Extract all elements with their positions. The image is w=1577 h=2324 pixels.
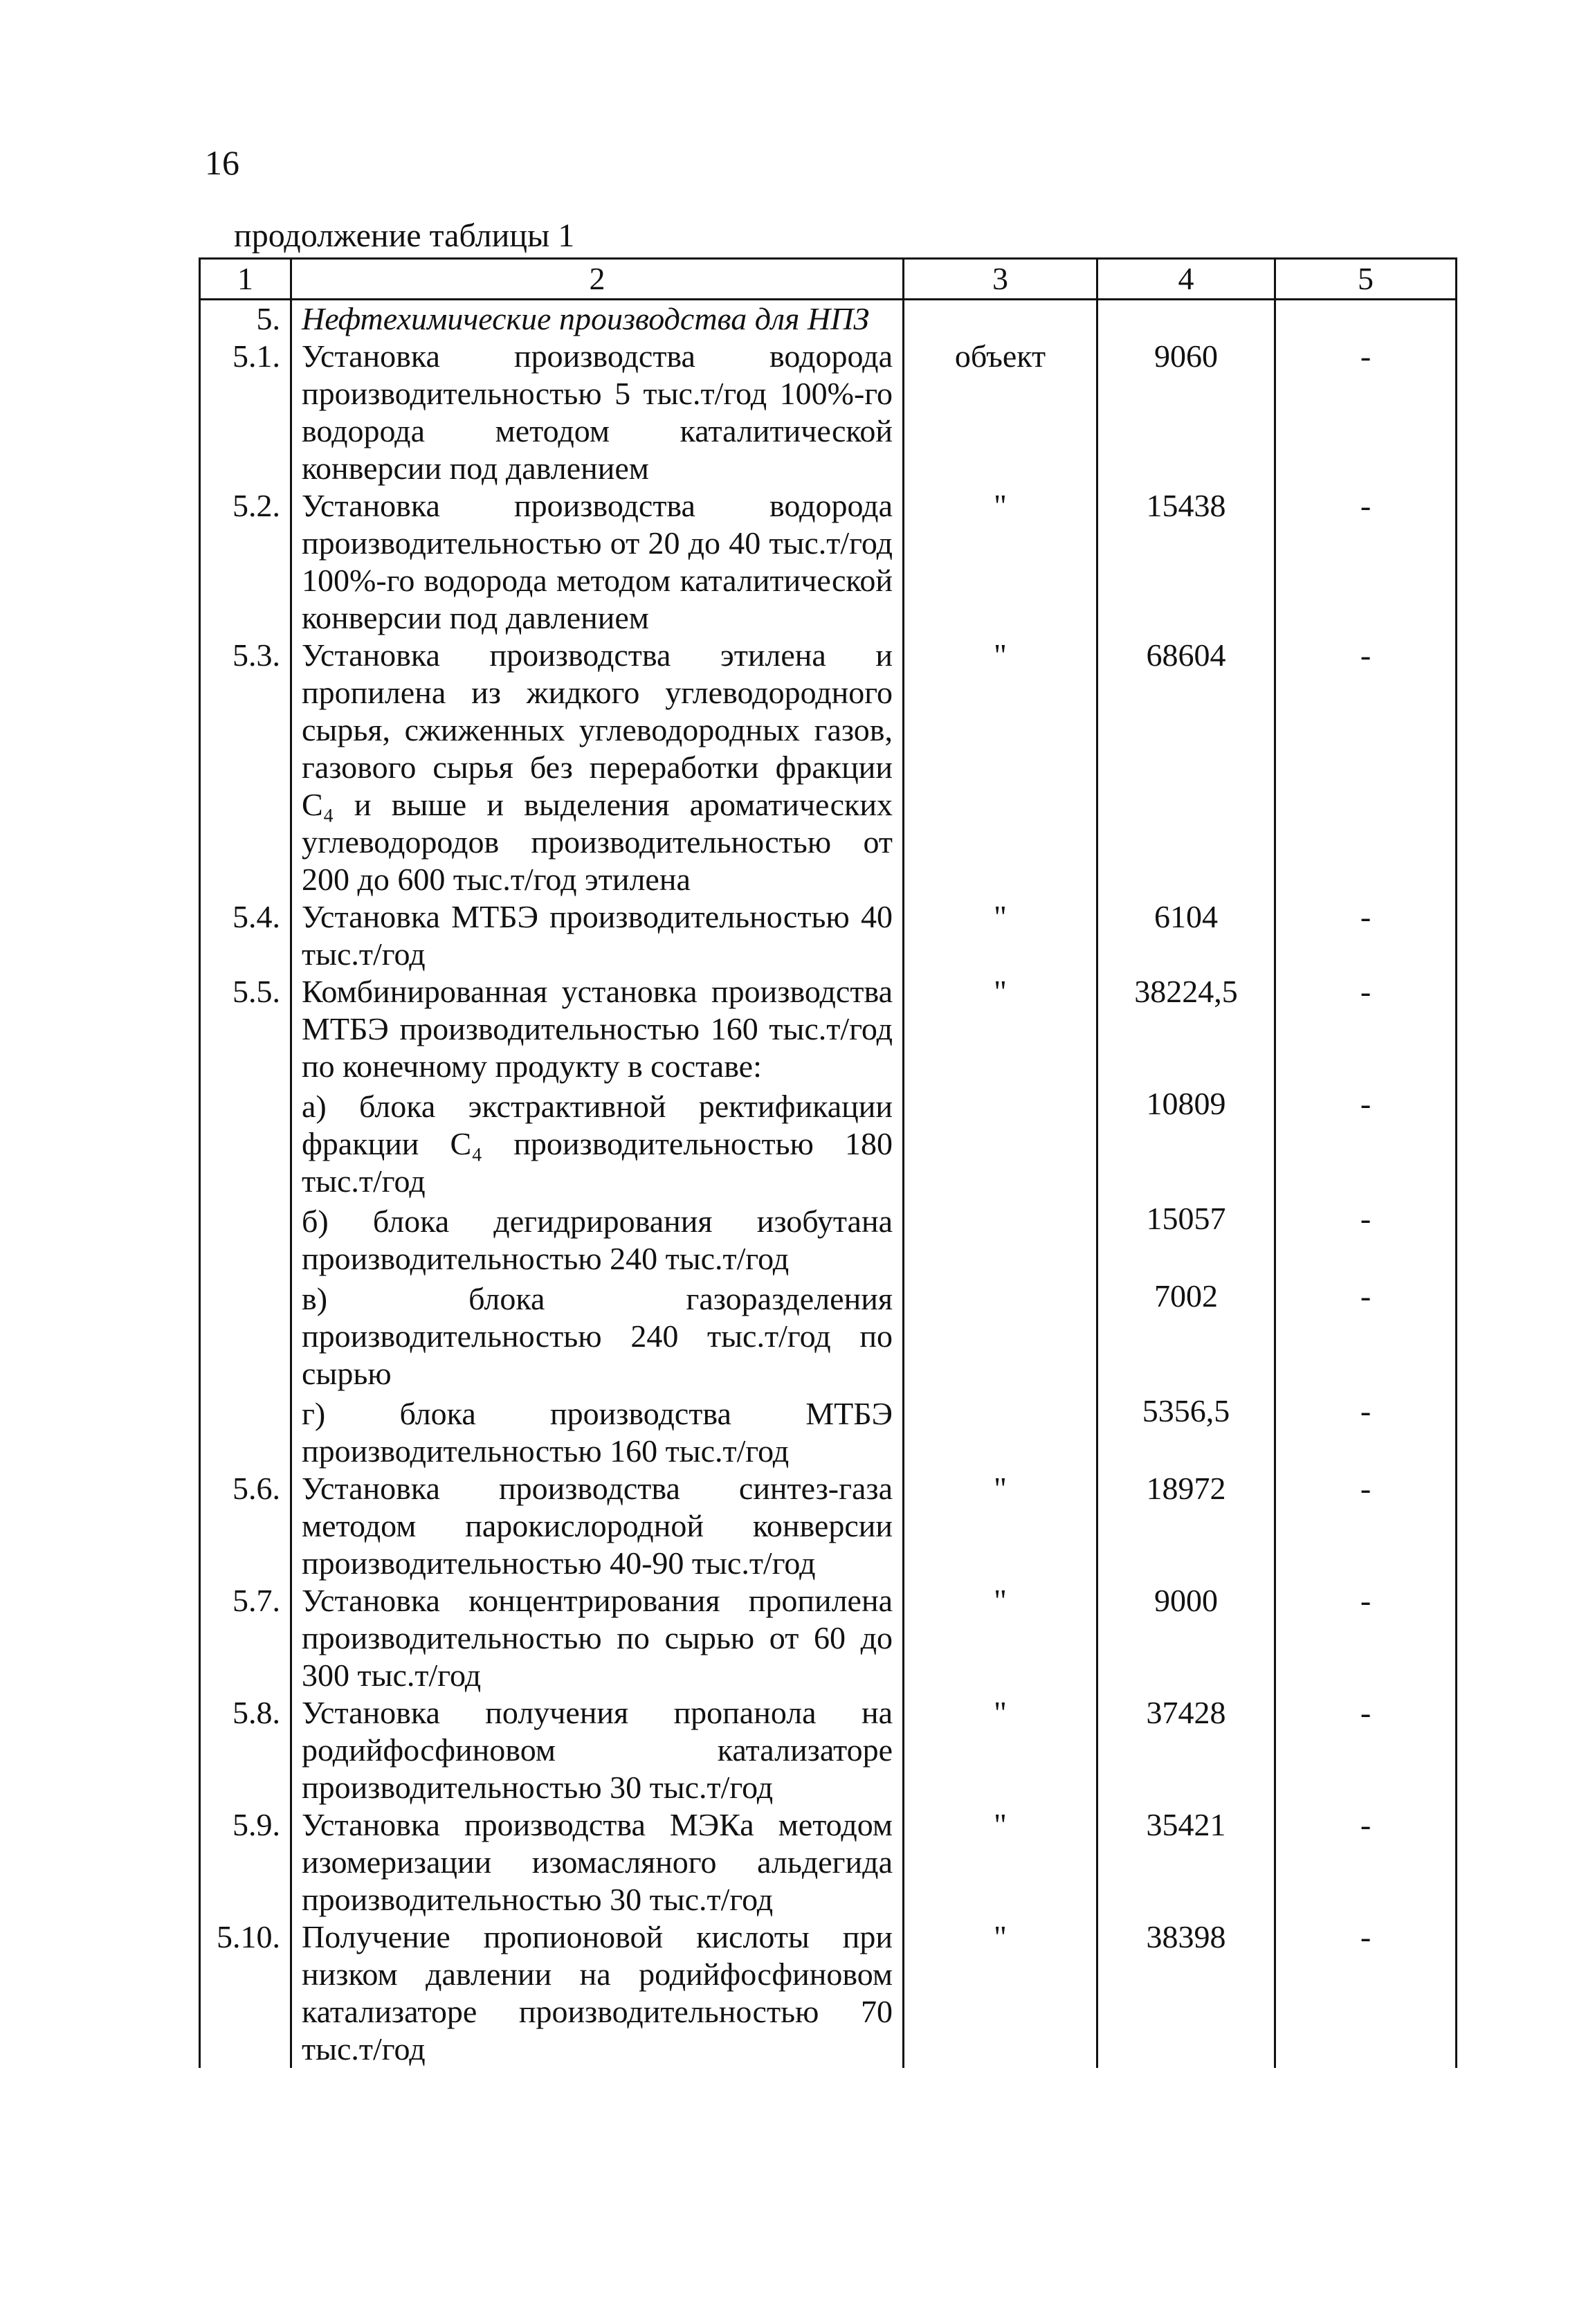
item-number: 5.6. [200, 1470, 291, 1582]
column-header: 3 [904, 259, 1097, 300]
item-unit: " [904, 1470, 1097, 1582]
item-number [200, 1278, 291, 1392]
item-number: 5.10. [200, 1918, 291, 2068]
item-extra: - [1275, 487, 1457, 637]
table-row [200, 637, 1457, 898]
table-row [200, 1200, 1457, 1278]
item-description: Установка производства водорода производительностью от 20 до 40 тыс.т/год 100%-го водорода методом каталитической конверсии под давлением [291, 487, 904, 637]
item-extra: - [1275, 973, 1457, 1085]
item-unit: объект [904, 338, 1097, 487]
item-description: Установка получения пропанола на родийфосфиновом катализаторе производительностью 30 тыс.т/год [291, 1694, 904, 1806]
item-extra: - [1275, 1200, 1457, 1278]
table-caption: продолжение таблицы 1 [234, 217, 575, 254]
item-description: Нефтехимические производства для НПЗ [291, 300, 904, 338]
item-description: Установка производства МЭКа методом изомеризации изомасляного альдегида производительностью 30 тыс.т/год [291, 1806, 904, 1918]
item-description: Установка концентрирования пропилена производительностью по сырью от 60 до 300 тыс.т/год [291, 1582, 904, 1694]
item-extra: - [1275, 1918, 1457, 2068]
column-header: 4 [1097, 259, 1275, 300]
item-description: Установка производства водорода производительностью 5 тыс.т/год 100%-го водорода методом каталитической конверсии под давлением [291, 338, 904, 487]
table-row [200, 487, 1457, 637]
item-number: 5.2. [200, 487, 291, 637]
item-number: 5.9. [200, 1806, 291, 1918]
item-description: Установка МТБЭ производительностью 40 тыс.т/год [291, 898, 904, 973]
item-cost: 9060 [1097, 338, 1275, 487]
item-unit: " [904, 1582, 1097, 1694]
item-extra: - [1275, 1694, 1457, 1806]
item-number: 5. [200, 300, 291, 338]
item-description: г) блока производства МТБЭ производительностью 160 тыс.т/год [291, 1392, 904, 1470]
item-cost: 9000 [1097, 1582, 1275, 1694]
table-row [200, 1694, 1457, 1806]
item-extra: - [1275, 1392, 1457, 1470]
item-unit: " [904, 637, 1097, 898]
item-extra [1275, 300, 1457, 338]
item-description: Установка производства синтез-газа методом парокислородной конверсии производительностью 40-90 тыс.т/год [291, 1470, 904, 1582]
item-unit: " [904, 487, 1097, 637]
item-unit [904, 300, 1097, 338]
item-number: 5.5. [200, 973, 291, 1085]
table-row [200, 1806, 1457, 1918]
item-unit [904, 1085, 1097, 1200]
column-header: 1 [200, 259, 291, 300]
item-extra: - [1275, 338, 1457, 487]
item-unit: " [904, 1694, 1097, 1806]
item-description: Получение пропионовой кислоты при низком давлении на родийфосфиновом катализаторе производительностью 70 тыс.т/год [291, 1918, 904, 2068]
item-extra: - [1275, 637, 1457, 898]
item-number: 5.8. [200, 1694, 291, 1806]
item-unit [904, 1278, 1097, 1392]
item-cost: 68604 [1097, 637, 1275, 898]
item-cost: 38398 [1097, 1918, 1275, 2068]
item-cost: 15438 [1097, 487, 1275, 637]
item-cost: 38224,5 [1097, 973, 1275, 1085]
item-extra: - [1275, 1806, 1457, 1918]
item-number: 5.4. [200, 898, 291, 973]
item-unit: " [904, 898, 1097, 973]
item-cost: 6104 [1097, 898, 1275, 973]
item-unit [904, 1200, 1097, 1278]
item-extra: - [1275, 1582, 1457, 1694]
item-cost [1097, 300, 1275, 338]
table-row [200, 1392, 1457, 1470]
item-cost: 35421 [1097, 1806, 1275, 1918]
item-number [200, 1085, 291, 1200]
item-extra: - [1275, 1278, 1457, 1392]
item-number: 5.1. [200, 338, 291, 487]
item-cost: 10809 [1097, 1085, 1275, 1200]
item-cost: 18972 [1097, 1470, 1275, 1582]
item-cost: 37428 [1097, 1694, 1275, 1806]
table-row [200, 1085, 1457, 1200]
item-unit: " [904, 1918, 1097, 2068]
item-number [200, 1200, 291, 1278]
item-description: а) блока экстрактивной ректификации фракции C₄ производительностью 180 тыс.т/год [291, 1085, 904, 1200]
item-description: Комбинированная установка производства МТБЭ производительностью 160 тыс.т/год по конечному продукту в составе: [291, 973, 904, 1085]
item-description: Установка производства этилена и пропилена из жидкого углеводородного сырья, сжиженных углеводородных газов, газового сырья без переработки фракции C₄ и выше и выделения ароматических углеводородов производительностью от 200 до 600 тыс.т/год этилена [291, 637, 904, 898]
item-number: 5.7. [200, 1582, 291, 1694]
item-unit: " [904, 973, 1097, 1085]
item-description: в) блока газоразделения производительностью 240 тыс.т/год по сырью [291, 1278, 904, 1392]
table-row [200, 1278, 1457, 1392]
item-extra: - [1275, 898, 1457, 973]
item-unit: " [904, 1806, 1097, 1918]
item-number: 5.3. [200, 637, 291, 898]
table-row [200, 898, 1457, 973]
table-row [200, 1470, 1457, 1582]
column-header: 5 [1275, 259, 1457, 300]
item-unit [904, 1392, 1097, 1470]
item-cost: 15057 [1097, 1200, 1275, 1278]
item-cost: 7002 [1097, 1278, 1275, 1392]
table-row [200, 300, 1457, 338]
column-header: 2 [291, 259, 904, 300]
item-extra: - [1275, 1470, 1457, 1582]
item-extra: - [1275, 1085, 1457, 1200]
item-description: б) блока дегидрирования изобутана производительностью 240 тыс.т/год [291, 1200, 904, 1278]
item-number [200, 1392, 291, 1470]
table-row [200, 1582, 1457, 1694]
page-number: 16 [205, 143, 239, 182]
table-row [200, 338, 1457, 487]
table-row [200, 1918, 1457, 2068]
item-cost: 5356,5 [1097, 1392, 1275, 1470]
table-row [200, 973, 1457, 1085]
header-row [200, 259, 1457, 300]
cost-table [199, 257, 1457, 2068]
